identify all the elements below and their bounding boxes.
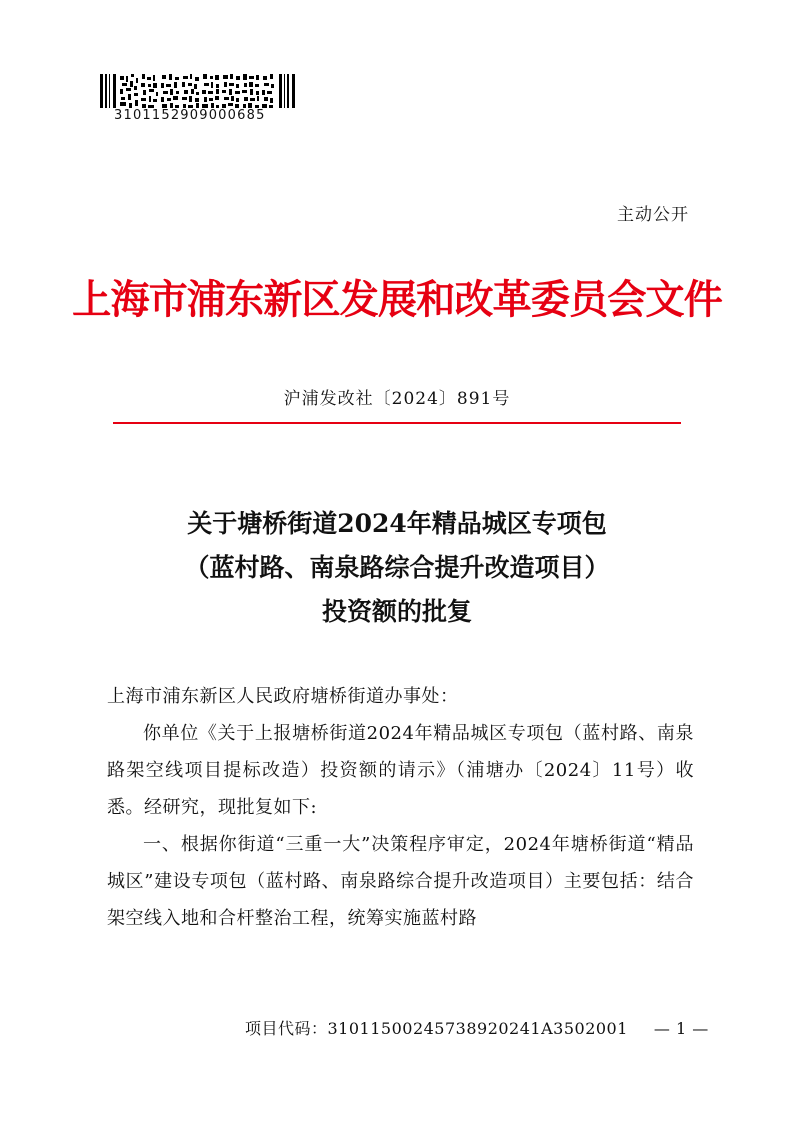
paragraph-2: 一、根据你街道“三重一大”决策程序审定，2024年塘桥街道“精品城区”建设专项包（蓝村路、南泉路综合提升改造项目）主要包括：结合架空线入地和合杆整治工程，统筹实施蓝村路 <box>107 834 694 929</box>
addressee: 上海市浦东新区人民政府塘桥街道办事处： <box>107 686 459 707</box>
document-number: 沪浦发改社〔2024〕891号 <box>283 389 511 409</box>
title-line-2: （蓝村路、南泉路综合提升改造项目） <box>184 553 610 582</box>
issuer-title: 上海市浦东新区发展和改革委员会文件 <box>72 276 722 323</box>
paragraph-1: 你单位《关于上报塘桥街道2024年精品城区专项包（蓝村路、南泉路架空线项目提标改造）投资额的请示》（浦塘办〔2024〕11号）收悉。经研究，现批复如下: <box>107 723 694 818</box>
footer <box>245 1016 709 1039</box>
document-body <box>107 678 694 937</box>
title-line-1: 关于塘桥街道2024年精品城区专项包 <box>187 509 607 538</box>
title-line-3: 投资额的批复 <box>321 597 472 626</box>
red-divider <box>113 422 681 424</box>
barcode-graphic <box>100 74 296 108</box>
project-code: 项目代码：31011500245738920241A3502001 <box>245 1019 628 1038</box>
disclosure-label: 主动公开 <box>617 205 689 225</box>
barcode-number: 3101152909000685 <box>114 108 266 123</box>
barcode <box>100 74 296 108</box>
page-number: — 1 — <box>653 1019 709 1038</box>
document-title <box>0 502 794 634</box>
